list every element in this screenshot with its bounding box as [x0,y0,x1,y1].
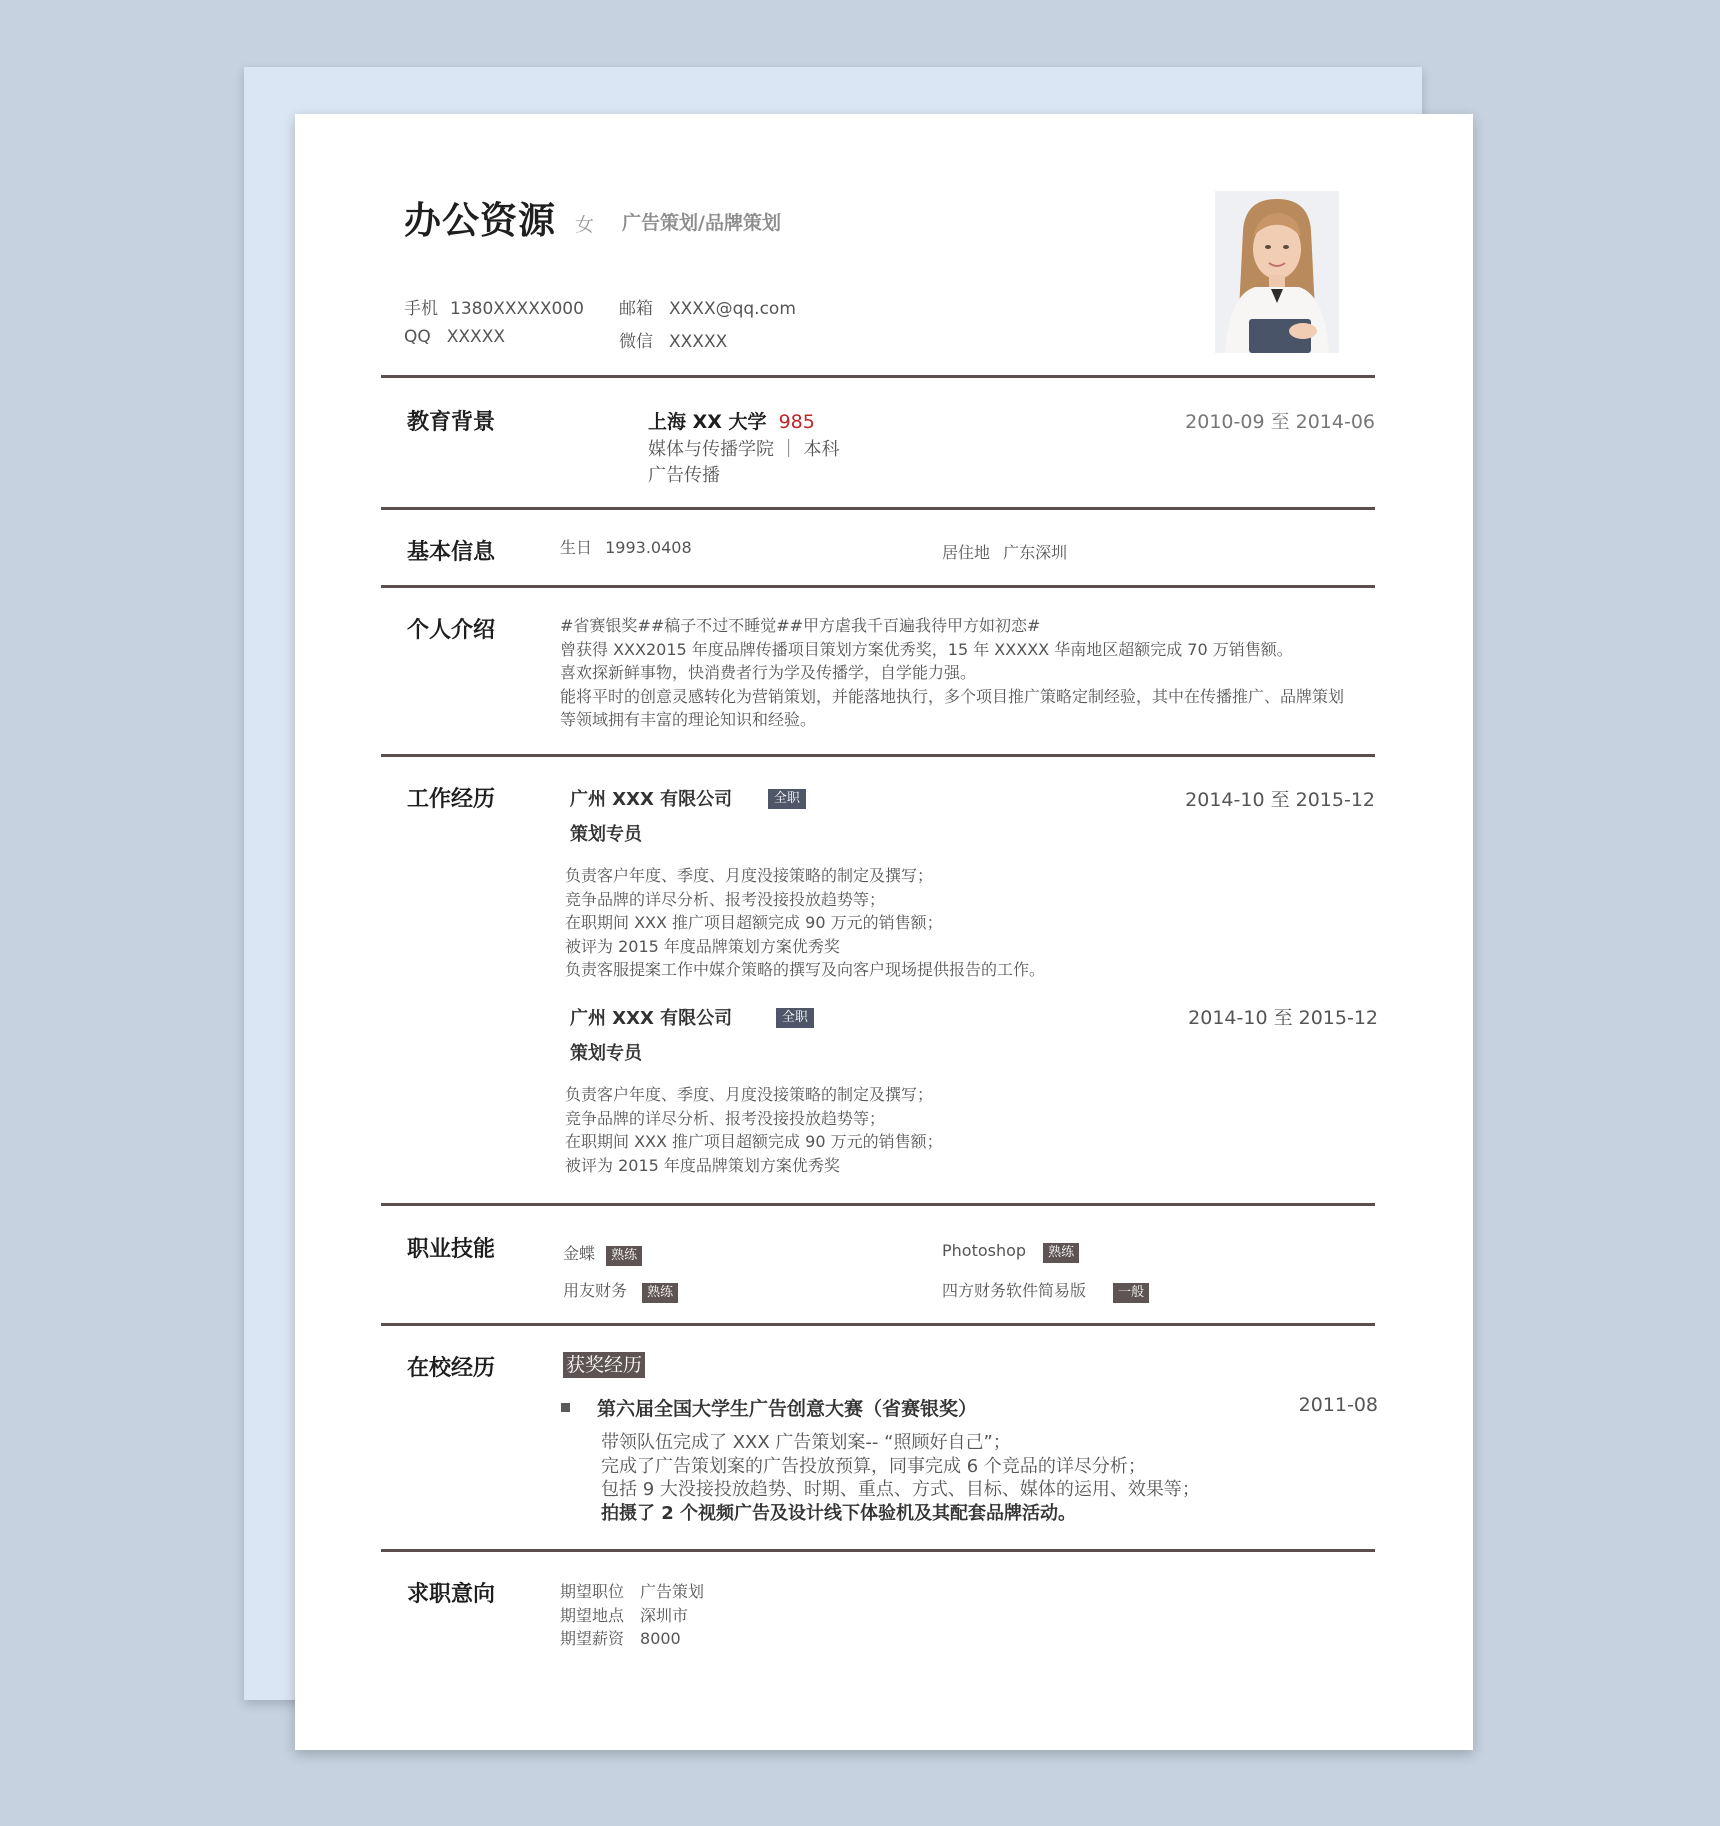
intro-line: 等领域拥有丰富的理论知识和经验。 [560,710,817,729]
campus-details [601,1431,1200,1525]
intent-label: 期望地点 [560,1605,625,1625]
wechat-value: XXXXX [669,332,728,352]
birth-value: 1993.0408 [605,538,692,557]
divider [381,1323,1375,1326]
intent-label: 期望职位 [560,1582,625,1601]
duty-line: 负责客户年度、季度、月度没接策略的制定及撰写； [565,866,934,885]
school-line [648,407,815,434]
section-title-intent: 求职意向 [407,1582,496,1607]
email-label: 邮箱 [619,299,653,319]
intent-item [560,1627,704,1651]
intent-label: 期望薪资 [560,1629,625,1648]
duty-line: 在职期间 XXX 推广项目超额完成 90 万元的销售额； [565,913,943,932]
skill-item [563,1241,642,1266]
intent-value: 深圳市 [640,1605,689,1625]
job-header [570,785,806,812]
bullet-square-icon [561,1403,570,1412]
phone-row [404,294,584,319]
skill-item [942,1241,1079,1263]
award-name: 第六届全国大学生广告创意大赛（省赛银奖） [597,1398,978,1420]
divider [381,1549,1375,1552]
gender: 女 [575,214,595,236]
skill-level-tag: 一般 [1113,1283,1149,1303]
birth-label: 生日 [560,538,593,557]
duty-line: 被评为 2015 年度品牌策划方案优秀奖 [565,936,840,956]
skill-item [942,1278,1149,1303]
award-subtitle: 获奖经历 [563,1352,645,1378]
intent-value: 广告策划 [640,1582,705,1601]
divider [381,754,1375,757]
job-header [570,1004,814,1031]
qq-value: XXXXX [446,327,505,347]
divider [381,507,1375,510]
school-name: 上海 XX 大学 [648,411,767,433]
job-type-tag: 全职 [776,1008,814,1028]
duty-line: 竞争品牌的详尽分析、报考没接投放趋势等； [565,1108,886,1128]
section-title-campus: 在校经历 [407,1356,496,1381]
campus-line: 带领队伍完成了 XXX 广告策划案-- “照顾好自己”； [601,1432,1011,1453]
skill-name: Photoshop [942,1241,1027,1260]
email-value: XXXX@qq.com [669,299,796,319]
skill-level-tag: 熟练 [1043,1243,1079,1263]
residence-label: 居住地 [942,543,991,562]
intro-line: 曾获得 XXX2015 年度品牌传播项目策划方案优秀奖，15 年 XXXXX 华南地区超额完成 70 万销售额。 [560,639,1293,659]
section-title-skills: 职业技能 [407,1237,496,1262]
major: 广告传播 [648,465,720,486]
skill-level-tag: 熟练 [606,1246,642,1266]
duty-line: 负责客服提案工作中媒介策略的撰写及向客户现场提供报告的工作。 [565,960,1046,979]
portrait-illustration [1215,191,1339,353]
section-title-intro: 个人介绍 [407,618,496,643]
wechat-label: 微信 [619,332,653,352]
residence-row [942,540,1067,563]
skill-item [563,1278,678,1303]
job-dates: 2014-10 至 2015-12 [1188,1007,1378,1029]
qq-row [404,327,505,347]
birth-row [560,535,692,558]
school-tier: 985 [778,411,815,433]
company-name: 广州 XXX 有限公司 [570,789,733,810]
skill-name: 金蝶 [563,1244,596,1263]
campus-line: 包括 9 大没接投放趋势、时期、重点、方式、目标、媒体的运用、效果等； [601,1479,1200,1500]
desired-position: 广告策划/品牌策划 [622,212,781,234]
intent-item [560,1604,704,1628]
intro-line: #省赛银奖##稿子不过不睡觉##甲方虐我千百遍我待甲方如初恋# [560,616,1041,635]
divider [381,585,1375,588]
section-title-education: 教育背景 [407,410,496,435]
section-title-work: 工作经历 [407,787,496,812]
intent-value: 8000 [640,1629,681,1648]
divider [381,375,1375,378]
section-title-basic: 基本信息 [407,540,496,565]
intro-text [560,614,1344,732]
job-role: 策划专员 [570,824,642,845]
skill-level-tag: 熟练 [642,1283,678,1303]
phone-label: 手机 [404,299,438,319]
job-dates: 2014-10 至 2015-12 [1185,789,1375,811]
resume-sheet [295,114,1473,1750]
duty-line: 被评为 2015 年度品牌策划方案优秀奖 [565,1155,840,1175]
profile-photo [1215,191,1339,353]
company-name: 广州 XXX 有限公司 [570,1008,733,1029]
email-row [619,294,796,319]
skill-name: 四方财务软件简易版 [942,1281,1087,1300]
duty-line: 竞争品牌的详尽分析、报考没接投放趋势等； [565,889,886,909]
award-date: 2011-08 [1298,1394,1378,1416]
college-degree: 媒体与传播学院 ｜ 本科 [648,439,840,460]
intent-item [560,1580,704,1604]
intro-line: 能将平时的创意灵感转化为营销策划，并能落地执行，多个项目推广策略定制经验，其中在传播推广、品牌策划 [560,686,1345,706]
job-duties [565,1083,943,1177]
phone-value: 1380XXXXX000 [450,299,584,319]
duty-line: 负责客户年度、季度、月度没接策略的制定及撰写； [565,1085,934,1104]
job-type-tag: 全职 [768,789,806,809]
campus-line: 完成了广告策划案的广告投放预算，同事完成 6 个竞品的详尽分析； [601,1455,1146,1477]
candidate-name: 办公资源 [404,199,556,242]
intro-line: 喜欢探新鲜事物，快消费者行为学及传播学，自学能力强。 [560,663,977,682]
qq-label: QQ [404,327,431,347]
skill-name: 用友财务 [563,1281,628,1300]
residence-value: 广东深圳 [1003,543,1068,562]
campus-bold-line: 拍摄了 2 个视频广告及设计线下体验机及其配套品牌活动。 [601,1502,1077,1524]
intent-list [560,1580,704,1651]
duty-line: 在职期间 XXX 推广项目超额完成 90 万元的销售额； [565,1132,943,1151]
divider [381,1203,1375,1206]
job-role: 策划专员 [570,1043,642,1064]
wechat-row [619,327,727,352]
job-duties [565,864,1045,982]
education-dates: 2010-09 至 2014-06 [1185,411,1375,433]
